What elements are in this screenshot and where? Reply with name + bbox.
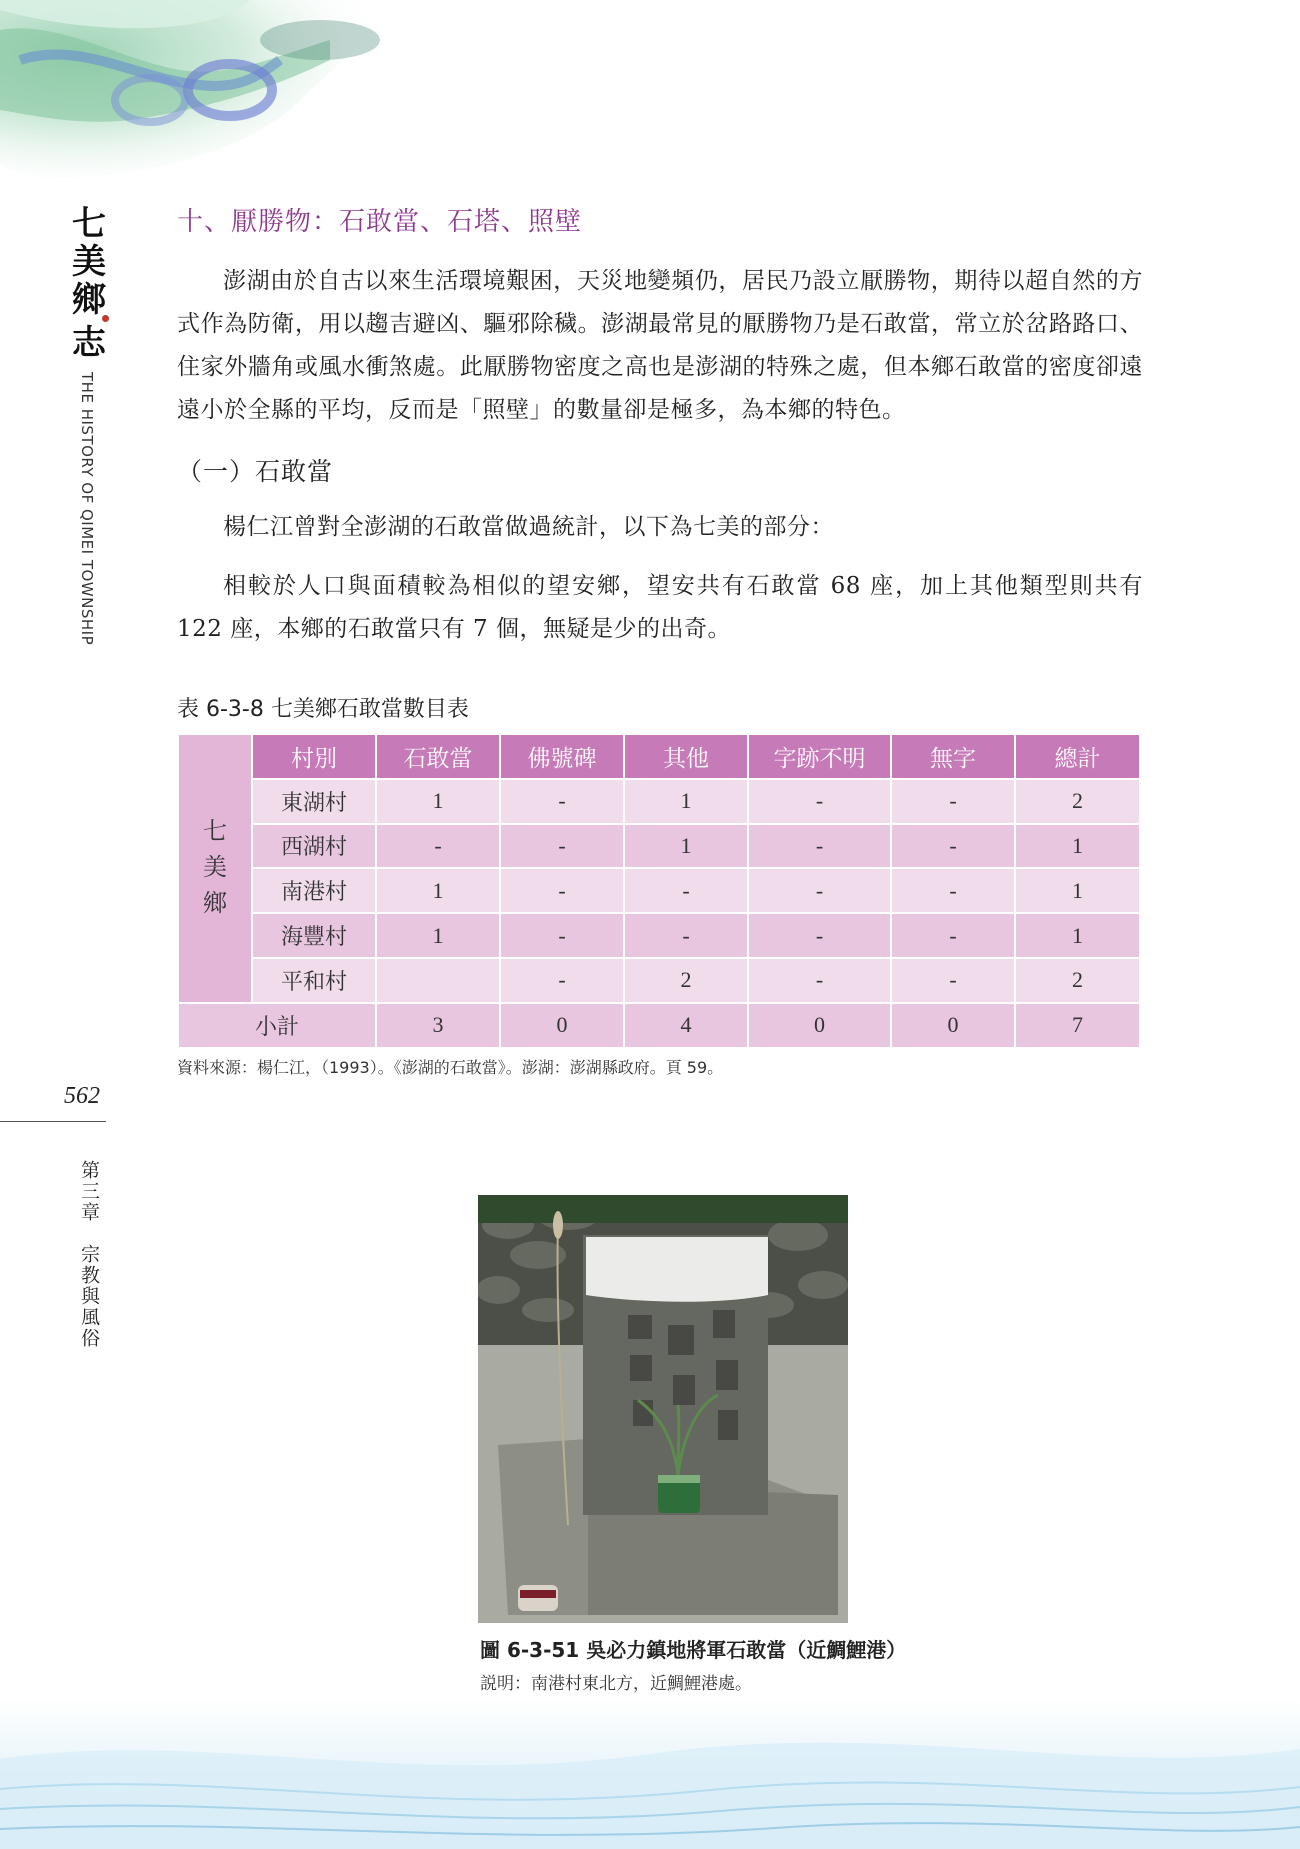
shigandang-photo [478, 1195, 848, 1623]
paragraph-statistics: 楊仁江曾對全澎湖的石敢當做過統計，以下為七美的部分： [223, 514, 834, 540]
table-cell: - [500, 913, 624, 958]
table-header-cell: 其他 [624, 734, 748, 779]
table-cell: - [500, 868, 624, 913]
table-cell: 0 [748, 1003, 891, 1048]
chapter-label: 第三章 宗教與風俗 [78, 1160, 100, 1349]
table-cell: - [624, 913, 748, 958]
table-cell: 1 [624, 779, 748, 824]
table-cell: 2 [1015, 779, 1140, 824]
subsection-title: （一）石敢當 [177, 457, 334, 486]
page-number: 562 [64, 1083, 100, 1109]
table-cell: 1 [624, 824, 748, 869]
table-total-row [178, 1003, 1140, 1048]
table-cell: - [891, 958, 1015, 1003]
table-header-cell: 無字 [891, 734, 1015, 779]
table-cell: - [891, 824, 1015, 869]
table-total-label: 小計 [178, 1003, 376, 1048]
table-cell: 平和村 [252, 958, 376, 1003]
table-row [178, 779, 1140, 824]
table-row [178, 958, 1140, 1003]
page-number-divider [0, 1121, 106, 1122]
table-cell: - [500, 824, 624, 869]
intro-paragraph: 澎湖由於自古以來生活環境艱困，天災地變頻仍，居民乃設立厭勝物，期待以超自然的方式作為防衛，用以趨吉避凶、驅邪除穢。澎湖最常見的厭勝物乃是石敢當，常立於岔路路口、住家外牆角或風水衝煞處。此厭勝物密度之高也是澎湖的特殊之處，但本鄉石敢當的密度卻遠遠小於全縣的平均，反而是「照壁」的數量卻是極多，為本鄉的特色。 [177, 268, 1143, 423]
book-title-char: 志 [72, 323, 106, 363]
table-cell: - [748, 868, 891, 913]
table-header-cell: 佛號碑 [500, 734, 624, 779]
book-title-char: 鄉 [72, 280, 106, 320]
paragraph-comparison: 相較於人口與面積較為相似的望安鄉，望安共有石敢當 68 座，加上其他類型則共有 122 座，本鄉的石敢當只有 7 個，無疑是少的出奇。 [177, 573, 1143, 642]
table-cell: 東湖村 [252, 779, 376, 824]
table-cell: - [500, 779, 624, 824]
table-header-cell: 村別 [252, 734, 376, 779]
table-cell: - [748, 824, 891, 869]
table-cell: 1 [376, 868, 500, 913]
main-content [177, 200, 1143, 1078]
figure-note: 説明：南港村東北方，近鯛鯉港處。 [480, 1674, 752, 1694]
table-cell: - [891, 779, 1015, 824]
footer-wave-art [0, 1699, 1300, 1849]
table-cell: 0 [500, 1003, 624, 1048]
book-title-char: 美 [72, 242, 106, 282]
table-cell: 1 [1015, 913, 1140, 958]
book-title-english: THE HISTORY OF QIMEI TOWNSHIP [78, 372, 96, 646]
table-cell: - [624, 868, 748, 913]
table-cell: 1 [1015, 868, 1140, 913]
table-header-cell: 石敢當 [376, 734, 500, 779]
table-header-cell: 總計 [1015, 734, 1140, 779]
section-title: 十、厭勝物：石敢當、石塔、照壁 [177, 207, 583, 237]
table-cell: 南港村 [252, 868, 376, 913]
table-cell: - [748, 958, 891, 1003]
table-header-row [178, 734, 1140, 779]
table-cell: 2 [624, 958, 748, 1003]
table-cell: - [748, 779, 891, 824]
table-row [178, 868, 1140, 913]
book-title-char: 七 [72, 204, 106, 244]
table-cell: 7 [1015, 1003, 1140, 1048]
table-row [178, 824, 1140, 869]
township-group-label: 七 美 鄉 [203, 819, 227, 918]
table-cell: - [891, 868, 1015, 913]
figure-caption: 圖 6-3-51 吳必力鎮地將軍石敢當（近鯛鯉港） [480, 1638, 907, 1662]
table-cell: - [376, 824, 500, 869]
table-row [178, 913, 1140, 958]
table-source-note: 資料來源：楊仁江，（1993）。《澎湖的石敢當》。澎湖：澎湖縣政府。頁 59。 [177, 1057, 724, 1077]
book-title-vertical [68, 205, 110, 362]
table-cell: 1 [1015, 824, 1140, 869]
table-header-cell: 字跡不明 [748, 734, 891, 779]
table-cell: 2 [1015, 958, 1140, 1003]
table-cell: 0 [891, 1003, 1015, 1048]
table-cell: - [891, 913, 1015, 958]
table-cell: 3 [376, 1003, 500, 1048]
table-cell: 4 [624, 1003, 748, 1048]
table-cell: 1 [376, 779, 500, 824]
township-group-cell [178, 734, 252, 1003]
table-cell: 1 [376, 913, 500, 958]
table-cell: - [500, 958, 624, 1003]
table-caption: 表 6-3-8 七美鄉石敢當數目表 [177, 697, 469, 722]
table-cell: 西湖村 [252, 824, 376, 869]
table-cell [376, 958, 500, 1003]
table-cell: - [748, 913, 891, 958]
table-cell: 海豐村 [252, 913, 376, 958]
header-watercolor-art [0, 0, 520, 190]
shigandang-count-table [177, 733, 1141, 1049]
